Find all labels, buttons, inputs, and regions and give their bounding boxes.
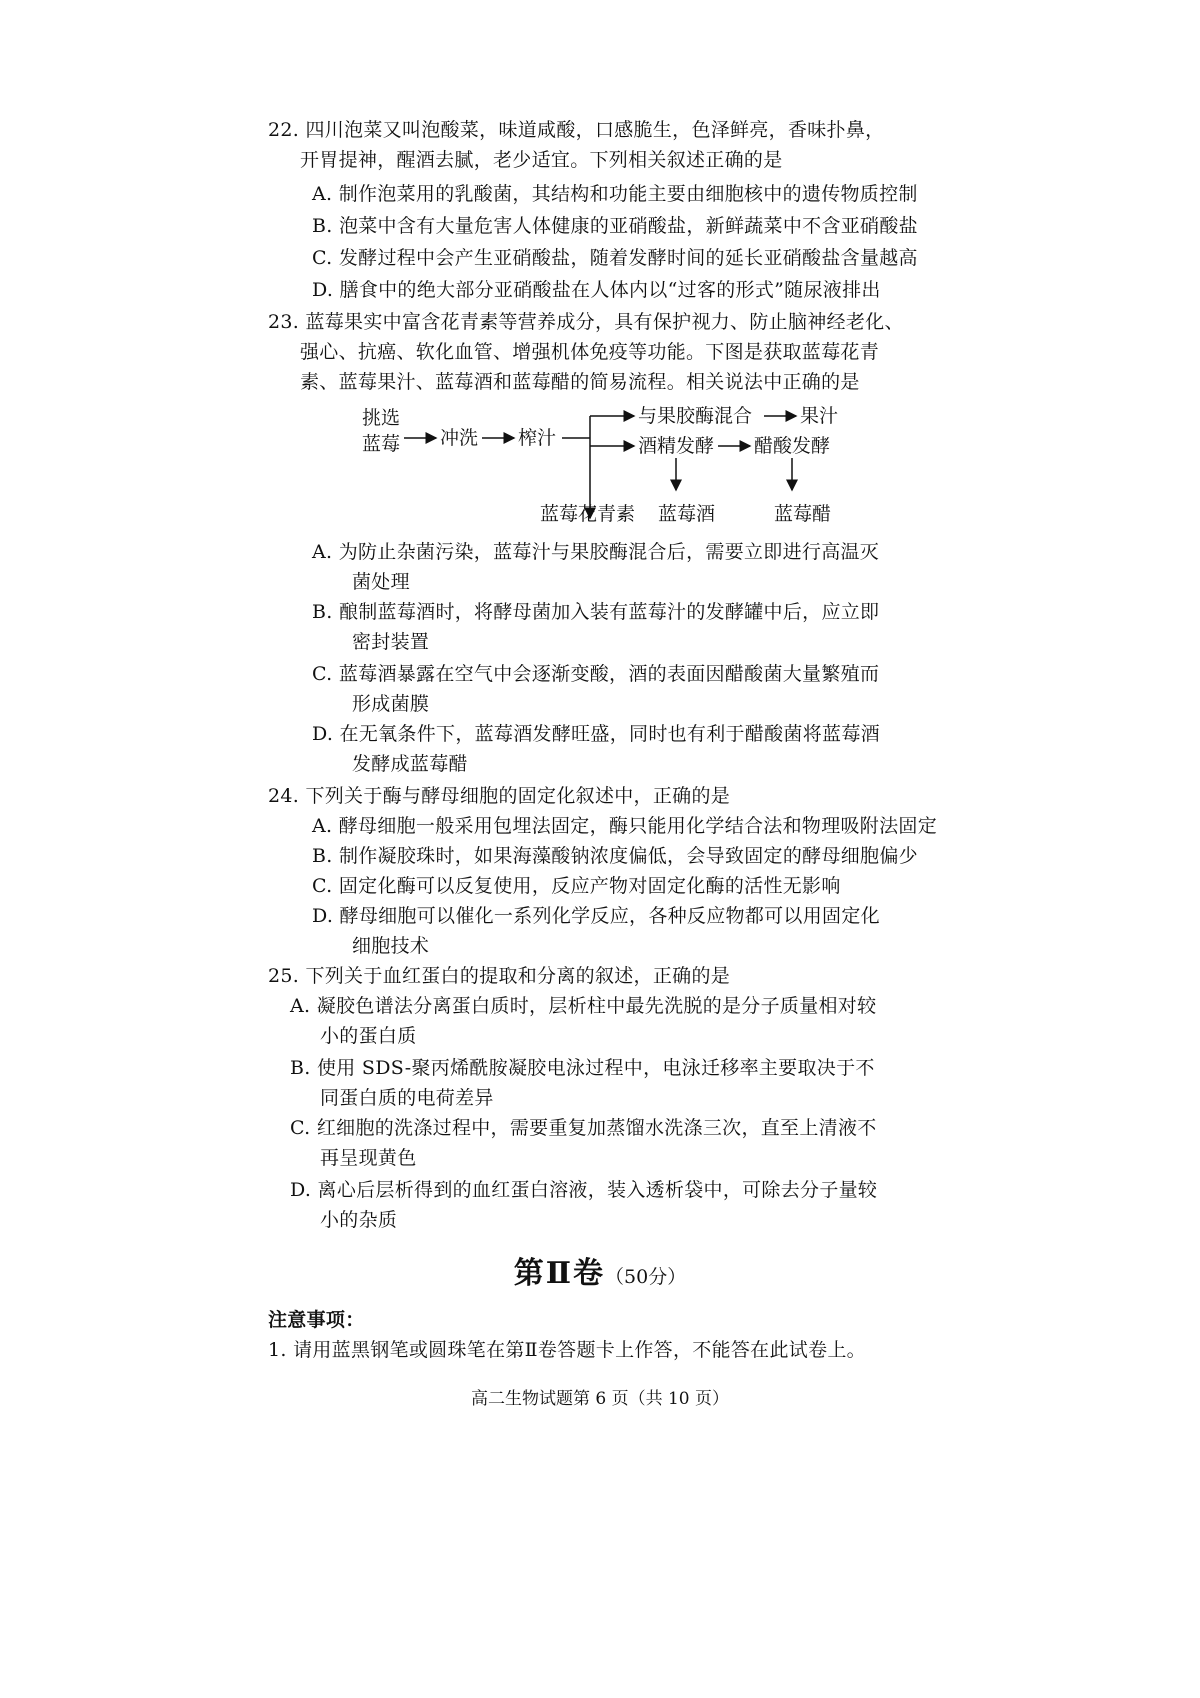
page-footer: 高二生物试题第 6 页（共 10 页）: [470, 1389, 730, 1409]
flow-anthocyanin: 蓝莓花青素: [540, 503, 636, 525]
q22-option-b: B. 泡菜中含有大量危害人体健康的亚硝酸盐，新鲜蔬菜中不含亚硝酸盐: [312, 215, 918, 237]
q24-stem: 24. 下列关于酶与酵母细胞的固定化叙述中，正确的是: [268, 785, 731, 807]
flow-vinegar: 蓝莓醋: [774, 503, 832, 525]
q23-stem-line3: 素、蓝莓果汁、蓝莓酒和蓝莓醋的简易流程。相关说法中正确的是: [300, 371, 860, 393]
flow-wash: 冲洗: [440, 427, 479, 449]
flow-wine: 蓝莓酒: [658, 503, 716, 525]
q24-option-b: B. 制作凝胶珠时，如果海藻酸钠浓度偏低，会导致固定的酵母细胞偏少: [312, 845, 918, 867]
flow-fruit-juice: 果汁: [800, 405, 839, 427]
q22-option-d: D. 膳食中的绝大部分亚硝酸盐在人体内以“过客的形式”随尿液排出: [312, 279, 881, 301]
section-title: [0, 1248, 1200, 1292]
q23-stem-line1: 23. 蓝莓果实中富含花青素等营养成分，具有保护视力、防止脑神经老化、: [268, 311, 904, 333]
q23-option-c-line2: 形成菌膜: [352, 693, 430, 715]
q24-option-d-line2: 细胞技术: [352, 935, 430, 957]
flow-select-line2: 蓝莓: [362, 433, 401, 455]
q24-option-a: A. 酵母细胞一般采用包埋法固定，酶只能用化学结合法和物理吸附法固定: [312, 815, 938, 837]
section-score: （50分）: [605, 1266, 687, 1288]
flow-acetic-fermentation: 醋酸发酵: [754, 435, 831, 457]
q23-option-b-line2: 密封装置: [352, 631, 430, 653]
q22-stem-line2: 开胃提神，醒酒去腻，老少适宜。下列相关叙述正确的是: [300, 149, 783, 171]
q24-option-c: C. 固定化酶可以反复使用，反应产物对固定化酶的活性无影响: [312, 875, 841, 897]
q23-stem-line2: 强心、抗癌、软化血管、增强机体免疫等功能。下图是获取蓝莓花青: [300, 341, 880, 363]
q23-option-d-line2: 发酵成蓝莓醋: [352, 753, 468, 775]
q25-option-c-line1: C. 红细胞的洗涤过程中，需要重复加蒸馏水洗涤三次，直至上清液不: [290, 1117, 877, 1139]
flow-alcohol-fermentation: 酒精发酵: [638, 435, 715, 457]
q25-option-d-line1: D. 离心后层析得到的血红蛋白溶液，装入透析袋中，可除去分子量较: [290, 1179, 878, 1201]
q23-option-a-line1: A. 为防止杂菌污染，蓝莓汁与果胶酶混合后，需要立即进行高温灭: [312, 541, 880, 563]
q25-option-b-line2: 同蛋白质的电荷差异: [320, 1087, 494, 1109]
q22-stem-line1: 22. 四川泡菜又叫泡酸菜，味道咸酸，口感脆生，色泽鲜亮，香味扑鼻，: [268, 119, 885, 141]
notes-heading: 注意事项：: [268, 1309, 365, 1331]
q25-option-c-line2: 再呈现黄色: [320, 1147, 417, 1169]
notes-item-1: 1. 请用蓝黑钢笔或圆珠笔在第Ⅱ卷答题卡上作答，不能答在此试卷上。: [268, 1339, 866, 1361]
q25-stem: 25. 下列关于血红蛋白的提取和分离的叙述，正确的是: [268, 965, 731, 987]
q25-option-d-line2: 小的杂质: [320, 1209, 398, 1231]
flow-pectinase: 与果胶酶混合: [638, 405, 753, 427]
q24-option-d-line1: D. 酵母细胞可以催化一系列化学反应，各种反应物都可以用固定化: [312, 905, 880, 927]
q25-option-b-line1: B. 使用 SDS-聚丙烯酰胺凝胶电泳过程中，电泳迁移率主要取决于不: [290, 1057, 875, 1079]
q23-option-c-line1: C. 蓝莓酒暴露在空气中会逐渐变酸，酒的表面因醋酸菌大量繁殖而: [312, 663, 880, 685]
q23-option-b-line1: B. 酿制蓝莓酒时，将酵母菌加入装有蓝莓汁的发酵罐中后，应立即: [312, 601, 880, 623]
flow-select-line1: 挑选: [362, 407, 401, 429]
q23-option-d-line1: D. 在无氧条件下，蓝莓酒发酵旺盛，同时也有利于醋酸菌将蓝莓酒: [312, 723, 880, 745]
q25-option-a-line2: 小的蛋白质: [320, 1025, 417, 1047]
q22-option-c: C. 发酵过程中会产生亚硝酸盐，随着发酵时间的延长亚硝酸盐含量越高: [312, 247, 918, 269]
q25-option-a-line1: A. 凝胶色谱法分离蛋白质时，层析柱中最先洗脱的是分子质量相对较: [290, 995, 877, 1017]
section-title-text: 第Ⅱ卷: [513, 1256, 606, 1291]
flow-juice: 榨汁: [518, 427, 557, 449]
q22-option-a: A. 制作泡菜用的乳酸菌，其结构和功能主要由细胞核中的遗传物质控制: [312, 183, 918, 205]
q23-option-a-line2: 菌处理: [352, 571, 410, 593]
blueberry-process-diagram: [340, 398, 880, 528]
